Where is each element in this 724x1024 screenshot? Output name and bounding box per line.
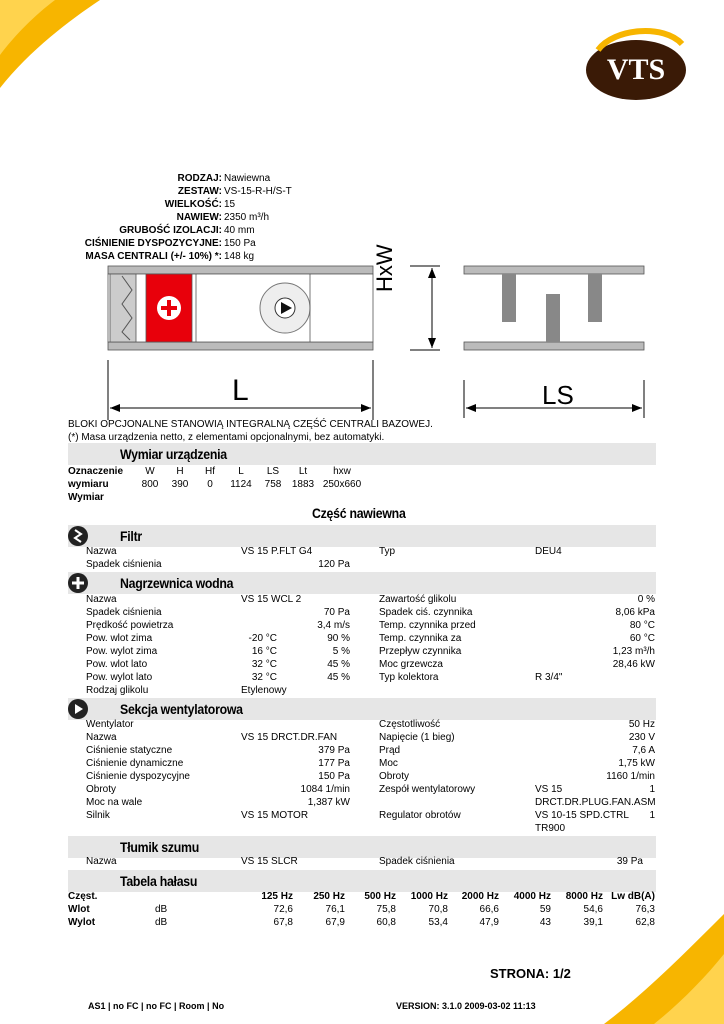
spec-label: WIELKOŚĆ: bbox=[164, 199, 222, 210]
nagrzewnica-left-label: Pow. wylot lato bbox=[86, 672, 153, 683]
filtr-row-label: Spadek ciśnienia bbox=[86, 559, 162, 570]
wymiar-label-1: Oznaczenie bbox=[68, 466, 124, 477]
filtr-row-value: VS 15 P.FLT G4 bbox=[241, 546, 313, 557]
tlumik-pressure-label: Spadek ciśnienia bbox=[379, 856, 455, 867]
noise-header-cell: 1000 Hz bbox=[410, 891, 448, 902]
filtr-row-label: Nazwa bbox=[86, 546, 117, 557]
wymiar-header-cell: Hf bbox=[205, 466, 215, 477]
noise-value-cell: 67,8 bbox=[273, 917, 293, 928]
nagrzewnica-left-mid: VS 15 WCL 2 bbox=[241, 594, 302, 605]
spec-value: 40 mm bbox=[224, 225, 255, 236]
filtr-row-num: 120 Pa bbox=[318, 559, 350, 570]
tlumik-name-value: VS 15 SLCR bbox=[241, 856, 298, 867]
nagrzewnica-left-mid: 32 °C bbox=[251, 659, 277, 670]
wentylator-left-val: 177 Pa bbox=[318, 758, 350, 769]
wymiar-value-cell: 1883 bbox=[291, 479, 315, 490]
noise-value-cell: 62,8 bbox=[635, 917, 655, 928]
noise-value-cell: 72,6 bbox=[273, 904, 293, 915]
halas-title: Tabela hałasu bbox=[120, 873, 198, 889]
wymiar-value-cell: 250x660 bbox=[322, 479, 362, 490]
nagrzewnica-left-val: 90 % bbox=[327, 633, 350, 644]
wymiar-value-cell: 758 bbox=[264, 479, 282, 490]
spec-label: ZESTAW: bbox=[177, 186, 222, 197]
nagrzewnica-left-mid: -20 °C bbox=[248, 633, 277, 644]
nagrzewnica-right-val: 8,06 kPa bbox=[615, 607, 655, 618]
nagrzewnica-right-label: Spadek ciś. czynnika bbox=[379, 607, 473, 618]
heater-plus-icon bbox=[68, 573, 88, 593]
noise-value-cell: 66,6 bbox=[479, 904, 499, 915]
wentylator-left-label: Silnik bbox=[86, 810, 110, 821]
wentylator-left-label: Ciśnienie statyczne bbox=[86, 745, 173, 756]
page-number: STRONA: 1/2 bbox=[490, 966, 571, 981]
filter-icon bbox=[68, 526, 88, 546]
noise-value-cell: 76,3 bbox=[635, 904, 655, 915]
noise-value-cell: 39,1 bbox=[583, 917, 603, 928]
noise-value-cell: 60,8 bbox=[376, 917, 396, 928]
nagrzewnica-left-label: Nazwa bbox=[86, 594, 117, 605]
spec-label: NAWIEW: bbox=[176, 212, 222, 223]
wentylator-right-val: 1 bbox=[649, 810, 655, 821]
wymiar-label-2: wymiaru bbox=[68, 479, 109, 490]
nagrzewnica-right-label: Temp. czynnika przed bbox=[379, 620, 476, 631]
nagrzewnica-title: Nagrzewnica wodna bbox=[120, 575, 234, 591]
nagrzewnica-left-mid: Etylenowy bbox=[241, 685, 287, 696]
spec-value: 2350 m³/h bbox=[224, 212, 270, 223]
noise-value-cell: 47,9 bbox=[479, 917, 499, 928]
nagrzewnica-left-label: Pow. wylot zima bbox=[86, 646, 158, 657]
noise-header-cell: 125 Hz bbox=[261, 891, 293, 902]
wentylator-right-val: 1 bbox=[649, 784, 655, 795]
wentylator-right-label: Regulator obrotów bbox=[379, 810, 461, 821]
nagrzewnica-left-label: Pow. wlot zima bbox=[86, 633, 153, 644]
filtr-row-label2: Typ bbox=[379, 546, 396, 557]
nagrzewnica-left-val: 5 % bbox=[332, 646, 350, 657]
noise-value-cell: 70,8 bbox=[428, 904, 448, 915]
spec-value: VS-15-R-H/S-T bbox=[224, 186, 292, 197]
wentylator-right-val: 230 V bbox=[628, 732, 655, 743]
noise-header-cell: 4000 Hz bbox=[513, 891, 551, 902]
wentylator-title: Sekcja wentylatorowa bbox=[120, 701, 243, 717]
noise-header-cell: 8000 Hz bbox=[565, 891, 603, 902]
corner-swoosh-top-left bbox=[0, 0, 110, 100]
wymiar-header-cell: hxw bbox=[333, 466, 351, 477]
noise-header-cell: Częst. bbox=[68, 891, 98, 902]
dim-label-hxw: HxW bbox=[372, 244, 397, 292]
nagrzewnica-right-val: 80 °C bbox=[629, 620, 655, 631]
note-line-1: BLOKI OPCJONALNE STANOWIĄ INTEGRALNĄ CZĘŚĆ CENTRALI BAZOWEJ. bbox=[68, 419, 433, 430]
noise-header-cell: 250 Hz bbox=[313, 891, 345, 902]
nagrzewnica-right-val: 0 % bbox=[637, 594, 655, 605]
wentylator-left-val: 150 Pa bbox=[318, 771, 350, 782]
nagrzewnica-right-label: Typ kolektora bbox=[379, 672, 439, 683]
spec-label: MASA CENTRALI (+/- 10%) *: bbox=[85, 251, 222, 262]
nagrzewnica-left-mid: 32 °C bbox=[251, 672, 277, 683]
wentylator-left-label: Ciśnienie dyspozycyjne bbox=[86, 771, 190, 782]
wentylator-right-mid: VS 15 bbox=[535, 784, 563, 795]
wentylator-left-label: Ciśnienie dynamiczne bbox=[86, 758, 184, 769]
noise-value-cell: 59 bbox=[539, 904, 551, 915]
footer-version: VERSION: 3.1.0 2009-03-02 11:13 bbox=[396, 1001, 536, 1011]
wentylator-left-val: 1084 1/min bbox=[300, 784, 350, 795]
noise-header-cell: Lw dB(A) bbox=[611, 891, 655, 902]
wentylator-right-label: Zespół wentylatorowy bbox=[379, 784, 476, 795]
nagrzewnica-right-val: 28,46 kW bbox=[612, 659, 655, 670]
wentylator-right-mid: DRCT.DR.PLUG.FAN.ASM bbox=[535, 797, 656, 808]
wymiar-header-cell: Lt bbox=[298, 466, 308, 477]
wymiar-value-cell: 800 bbox=[141, 479, 159, 490]
spec-label: RODZAJ: bbox=[177, 173, 222, 184]
noise-row-unit: dB bbox=[155, 917, 168, 928]
noise-header-cell: 2000 Hz bbox=[461, 891, 499, 902]
spec-label: GRUBOŚĆ IZOLACJI: bbox=[119, 225, 222, 236]
part-title: Część nawiewna bbox=[312, 505, 406, 521]
nagrzewnica-right-label: Przepływ czynnika bbox=[379, 646, 462, 657]
tlumik-name-label: Nazwa bbox=[86, 856, 117, 867]
corner-swoosh-bottom-right bbox=[584, 914, 724, 1024]
noise-value-cell: 54,6 bbox=[583, 904, 603, 915]
filtr-title: Filtr bbox=[120, 528, 142, 544]
wentylator-left-label: Nazwa bbox=[86, 732, 117, 743]
nagrzewnica-left-mid: 16 °C bbox=[251, 646, 277, 657]
wymiar-value-cell: 1124 bbox=[230, 479, 252, 490]
nagrzewnica-right-label: Moc grzewcza bbox=[379, 659, 443, 670]
wentylator-left-label: Obroty bbox=[86, 784, 117, 795]
wentylator-right-label: Prąd bbox=[379, 745, 401, 756]
tlumik-title: Tłumik szumu bbox=[120, 839, 199, 855]
dim-label-ls: LS bbox=[542, 380, 574, 410]
logo-text: VTS bbox=[606, 53, 666, 86]
tlumik-pressure-value: 39 Pa bbox=[616, 856, 643, 867]
wymiar-title: Wymiar urządzenia bbox=[120, 446, 227, 462]
spec-value: 148 kg bbox=[224, 251, 255, 262]
filtr-row-value2: DEU4 bbox=[535, 546, 562, 557]
wentylator-left-val: 1,387 kW bbox=[307, 797, 350, 808]
wentylator-right-label: Częstotliwość bbox=[379, 719, 441, 730]
wentylator-left-label: Wentylator bbox=[86, 719, 134, 730]
wymiar-header-cell: W bbox=[145, 466, 155, 477]
wymiar-value-cell: 0 bbox=[207, 479, 213, 490]
nagrzewnica-left-label: Rodzaj glikolu bbox=[86, 685, 149, 696]
wentylator-left-mid: VS 15 DRCT.DR.FAN bbox=[241, 732, 338, 743]
noise-value-cell: 67,9 bbox=[325, 917, 345, 928]
filtr-header-bar bbox=[68, 525, 656, 547]
wentylator-right-mid: TR900 bbox=[535, 823, 566, 834]
wymiar-header-cell: LS bbox=[266, 466, 280, 477]
nagrzewnica-left-label: Spadek ciśnienia bbox=[86, 607, 162, 618]
wentylator-left-mid: VS 15 MOTOR bbox=[241, 810, 309, 821]
spec-value: Nawiewna bbox=[224, 173, 271, 184]
nagrzewnica-left-val: 70 Pa bbox=[323, 607, 350, 618]
wentylator-right-label: Obroty bbox=[379, 771, 410, 782]
nagrzewnica-right-label: Zawartość glikolu bbox=[379, 594, 457, 605]
nagrzewnica-right-val: 60 °C bbox=[629, 633, 655, 644]
wentylator-right-val: 7,6 A bbox=[632, 745, 655, 756]
spec-value: 150 Pa bbox=[224, 238, 256, 249]
noise-value-cell: 43 bbox=[539, 917, 551, 928]
spec-value: 15 bbox=[224, 199, 236, 210]
wymiar-value-cell: 390 bbox=[171, 479, 189, 490]
wentylator-left-val: 379 Pa bbox=[318, 745, 350, 756]
noise-row-unit: dB bbox=[155, 904, 168, 915]
wentylator-right-mid: VS 10-15 SPD.CTRL bbox=[535, 810, 629, 821]
noise-header-cell: 500 Hz bbox=[364, 891, 396, 902]
note-line-2: (*) Masa urządzenia netto, z elementami opcjonalnymi, bez automatyki. bbox=[68, 432, 385, 443]
nagrzewnica-left-val: 45 % bbox=[327, 659, 350, 670]
noise-value-cell: 75,8 bbox=[376, 904, 396, 915]
nagrzewnica-left-val: 45 % bbox=[327, 672, 350, 683]
noise-row-name: Wlot bbox=[68, 904, 90, 915]
nagrzewnica-left-label: Prędkość powietrza bbox=[86, 620, 174, 631]
fan-play-icon bbox=[68, 699, 88, 719]
nagrzewnica-right-val: 1,23 m³/h bbox=[612, 646, 655, 657]
wymiar-header-cell: L bbox=[238, 466, 244, 477]
wentylator-right-val: 1160 1/min bbox=[606, 771, 655, 782]
footer-left: AS1 | no FC | no FC | Room | No bbox=[88, 1001, 225, 1011]
vts-logo bbox=[584, 22, 688, 102]
nagrzewnica-left-val: 3,4 m/s bbox=[317, 620, 350, 631]
wymiar-label-3: Wymiar bbox=[68, 492, 104, 503]
spec-label: CIŚNIENIE DYSPOZYCYJNE: bbox=[84, 238, 222, 249]
noise-value-cell: 53,4 bbox=[428, 917, 448, 928]
wentylator-left-label: Moc na wale bbox=[86, 797, 143, 808]
wentylator-right-label: Moc bbox=[379, 758, 398, 769]
nagrzewnica-left-label: Pow. wlot lato bbox=[86, 659, 148, 670]
wentylator-right-val: 50 Hz bbox=[628, 719, 655, 730]
wymiar-header-cell: H bbox=[176, 466, 184, 477]
dim-label-l: L bbox=[232, 374, 249, 407]
noise-value-cell: 76,1 bbox=[325, 904, 345, 915]
noise-row-name: Wylot bbox=[68, 917, 96, 928]
nagrzewnica-right-mid: R 3/4" bbox=[535, 672, 563, 683]
wentylator-right-val: 1,75 kW bbox=[618, 758, 655, 769]
nagrzewnica-right-label: Temp. czynnika za bbox=[379, 633, 462, 644]
wentylator-right-label: Napięcie (1 bieg) bbox=[379, 732, 455, 743]
